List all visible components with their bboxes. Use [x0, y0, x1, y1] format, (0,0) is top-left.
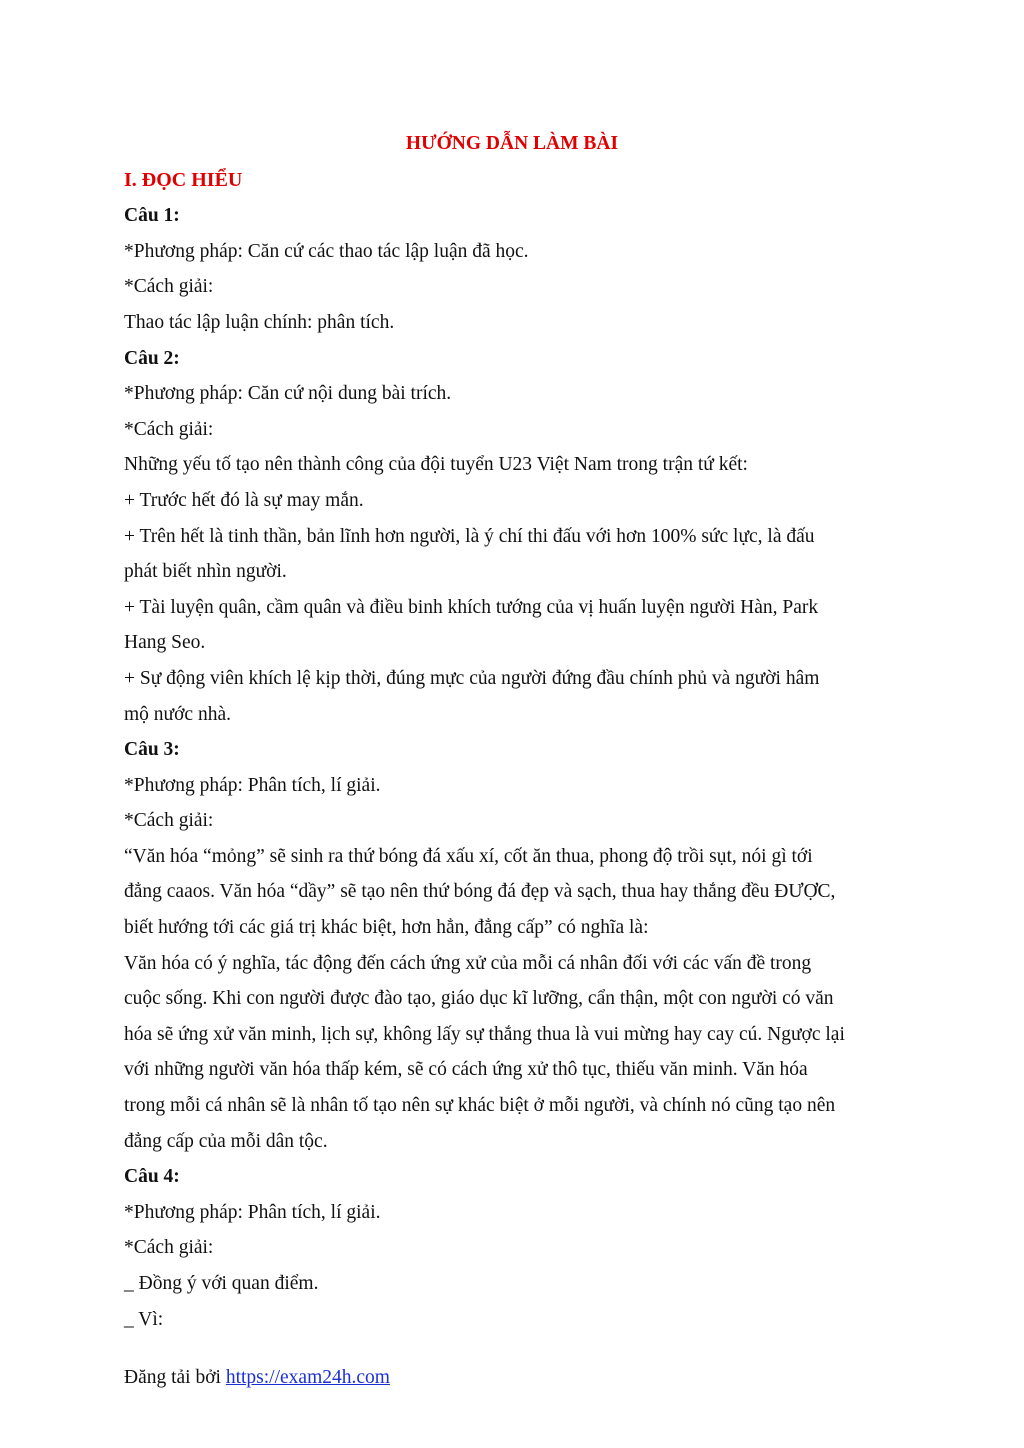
body-line: biết hướng tới các giá trị khác biệt, hơn hẳn, đẳng cấp” có nghĩa là: — [124, 917, 649, 939]
body-line: Hang Seo. — [124, 632, 206, 654]
body-line: với những người văn hóa thấp kém, sẽ có cách ứng xử thô tục, thiếu văn minh. Văn hóa — [124, 1059, 808, 1081]
body-line: + Tài luyện quân, cầm quân và điều binh khích tướng của vị huấn luyện người Hàn, Park — [124, 596, 819, 618]
document-content — [124, 126, 890, 1337]
question-heading: Câu 3: — [124, 739, 180, 761]
body-line: *Phương pháp: Phân tích, lí giải. — [124, 774, 381, 796]
body-line: _ Đồng ý với quan điểm. — [124, 1273, 319, 1294]
body-line: Những yếu tố tạo nên thành công của đội tuyển U23 Việt Nam trong trận tứ kết: — [124, 454, 748, 476]
body-line: + Trên hết là tinh thần, bản lĩnh hơn người, là ý chí thi đấu với hơn 100% sức lực, là đấu — [124, 525, 815, 547]
body-line: *Cách giải: — [124, 810, 214, 832]
body-line: *Cách giải: — [124, 418, 214, 440]
section-heading: I. ĐỌC HIỂU — [124, 168, 243, 191]
body-line: + Sự động viên khích lệ kịp thời, đúng mực của người đứng đầu chính phủ và người hâm — [124, 667, 820, 689]
body-line: “Văn hóa “mỏng” sẽ sinh ra thứ bóng đá xấu xí, cốt ăn thua, phong độ trồi sụt, nói gì tới — [124, 845, 813, 867]
body-line: đẳng cấp của mỗi dân tộc. — [124, 1130, 328, 1152]
body-line: cuộc sống. Khi con người được đào tạo, giáo dục kĩ lưỡng, cẩn thận, một con người có văn — [124, 988, 834, 1010]
body-line: *Cách giải: — [124, 1237, 214, 1259]
body-line: đẳng caaos. Văn hóa “dầy” sẽ tạo nên thứ bóng đá đẹp và sạch, thua hay thắng đều ĐƯỢC, — [124, 881, 836, 903]
body-line: hóa sẽ ứng xử văn minh, lịch sự, không lấy sự thắng thua là vui mừng hay cay cú. Ngược lại — [124, 1023, 845, 1045]
body-line: *Cách giải: — [124, 276, 214, 298]
body-line: Thao tác lập luận chính: phân tích. — [124, 311, 395, 333]
body-line: phát biết nhìn người. — [124, 561, 287, 583]
body-line: + Trước hết đó là sự may mắn. — [124, 489, 364, 511]
body-line: Văn hóa có ý nghĩa, tác động đến cách ứng xử của mỗi cá nhân đối với các vấn đề trong — [124, 952, 812, 974]
body-line: mộ nước nhà. — [124, 703, 231, 725]
question-heading: Câu 1: — [124, 205, 180, 227]
footer-link[interactable]: https://exam24h.com — [225, 1367, 390, 1388]
body-line: *Phương pháp: Căn cứ các thao tác lập luận đã học. — [124, 240, 529, 262]
body-line: _ Vì: — [124, 1308, 164, 1330]
body-line: *Phương pháp: Căn cứ nội dung bài trích. — [124, 383, 452, 405]
document-body — [124, 198, 890, 1337]
question-heading: Câu 2: — [124, 347, 180, 369]
footer — [124, 1360, 390, 1395]
question-heading: Câu 4: — [124, 1166, 180, 1188]
footer-label: Đăng tải bởi — [124, 1367, 221, 1388]
document-title: HƯỚNG DẪN LÀM BÀI — [405, 133, 619, 154]
body-line: *Phương pháp: Phân tích, lí giải. — [124, 1201, 381, 1223]
body-line: trong mỗi cá nhân sẽ là nhân tố tạo nên sự khác biệt ở mỗi người, và chính nó cũng tạo nên — [124, 1095, 836, 1117]
